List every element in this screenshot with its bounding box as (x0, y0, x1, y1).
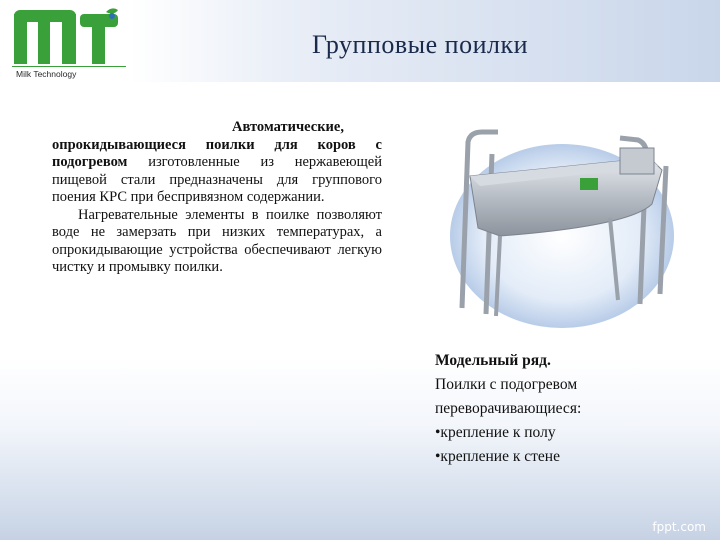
bullet-wall-mount: •крепление к стене (435, 448, 560, 465)
model-range (435, 349, 705, 469)
model-range-line-1: Поилки с подогревом (435, 376, 578, 393)
milk-technology-logo (10, 6, 130, 80)
watermark: fppt.com (652, 520, 706, 534)
logo-caption: Milk Technology (16, 69, 77, 79)
model-range-line-2: переворачивающиеся: (435, 400, 582, 417)
model-range-title: Модельный ряд. (435, 352, 551, 369)
bullet-floor-mount: •крепление к полу (435, 424, 556, 441)
page-title: Групповые поилки (311, 30, 528, 59)
drinking-trough-image (440, 118, 680, 328)
paragraph-1-rest: изготовленные из нержавеющей пищевой стали предназначены для группового поения КРС при беспривязном содержании. (52, 154, 382, 205)
paragraph-1 (52, 119, 382, 207)
paragraph-2: Нагревательные элементы в поилке позволяют воде не замерзать при низких температурах, а опрокидывающие устройства обеспечивают легкую чистку и промывку поилки. (52, 206, 382, 275)
paragraph-1-bold: Автоматические, опрокидывающиеся поилки для коров с подогревом (52, 119, 382, 170)
description-text (52, 119, 382, 277)
